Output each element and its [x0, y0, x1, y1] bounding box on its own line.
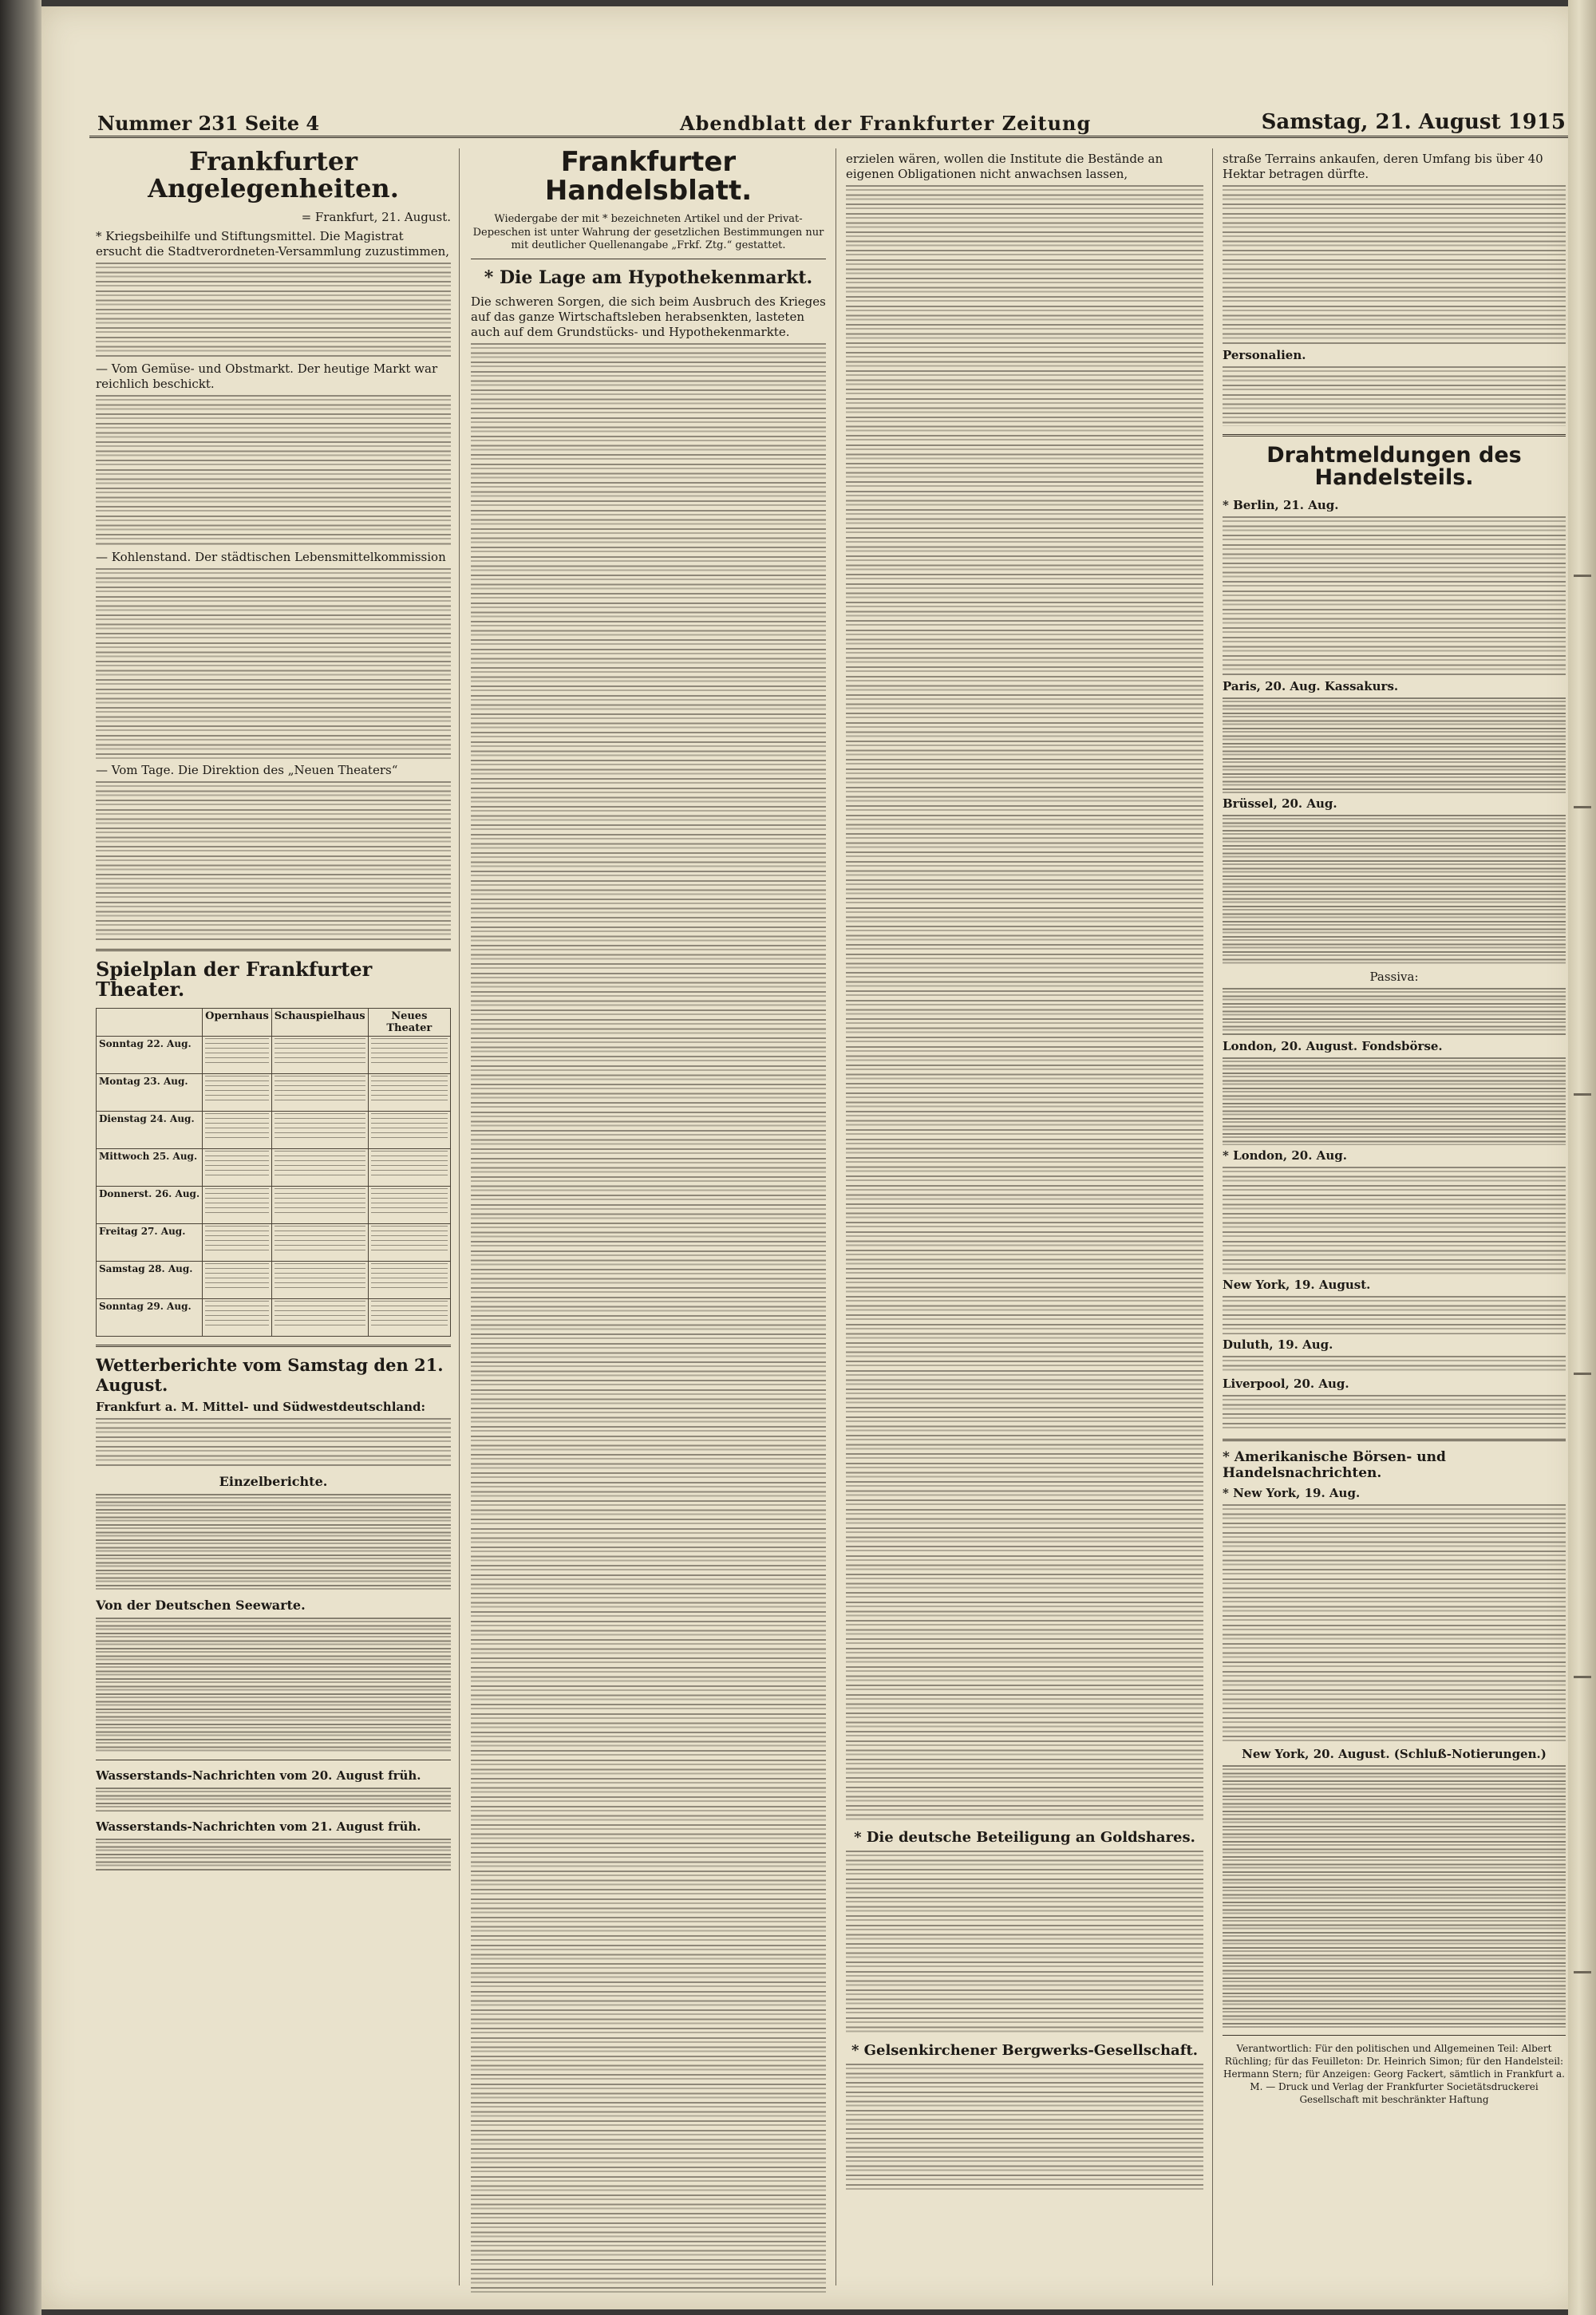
article-lead: Personalien. — [1223, 348, 1306, 362]
column-trade-continued — [846, 148, 1203, 2293]
dispatch-lead: * Berlin, 21. Aug. — [1223, 497, 1339, 512]
article-lead: — Kohlenstand. Der städtischen Lebensmittelkommission — [96, 550, 446, 565]
newspaper-page — [41, 6, 1580, 2309]
article-title: * Amerikanische Börsen- und Handelsnachrichten. — [1223, 1448, 1446, 1481]
article-text — [1223, 1167, 1566, 1274]
column-wire-reports — [1223, 148, 1566, 2293]
article-text — [1223, 366, 1566, 426]
weather-table — [96, 1494, 451, 1590]
article-text — [1223, 516, 1566, 676]
divider — [1223, 434, 1566, 437]
article-title: * Die deutsche Beteiligung an Goldshares. — [854, 1829, 1195, 1846]
article-text — [846, 1851, 1203, 2034]
weather-region: Frankfurt a. M. Mittel- und Südwestdeutschland: — [96, 1399, 426, 1414]
dispatch-lead: New York, 19. August. — [1223, 1277, 1371, 1292]
article-title: * Die Lage am Hypothekenmarkt. — [484, 267, 813, 289]
article-text — [96, 568, 451, 760]
table-row: Montag 23. Aug. — [97, 1073, 451, 1111]
article-lead: erzielen wären, wollen die Institute die Bestände an eigenen Obligationen nicht anwachsen lassen, — [846, 152, 1163, 181]
article-text — [1223, 1504, 1566, 1744]
price-table — [1223, 697, 1566, 793]
newspaper-title: Abendblatt der Frankfurter Zeitung — [680, 112, 1092, 135]
table-header — [97, 1008, 203, 1036]
table-row: Mittwoch 25. Aug. — [97, 1148, 451, 1186]
column-rule — [459, 148, 460, 2285]
water-level-table — [96, 1839, 451, 1871]
article-text — [96, 1418, 451, 1466]
dispatch-lead: Duluth, 19. Aug. — [1223, 1337, 1333, 1352]
section-title: Frankfurter Handelsblatt. — [544, 148, 753, 207]
weather-title: Wetterberichte vom Samstag den 21. August. — [96, 1354, 444, 1395]
article-lead: — Vom Gemüse- und Obstmarkt. Der heutige Markt war reichlich beschickt. — [96, 361, 438, 392]
article-text — [846, 185, 1203, 1821]
dispatch-lead: New York, 20. August. (Schluß-Notierungen.) — [1242, 1746, 1547, 1761]
column-rule — [1212, 148, 1213, 2285]
article-lead: * Kriegsbeihilfe und Stiftungsmittel. Die Magistrat ersucht die Stadtverordneten-Versammlung zuzustimmen, — [96, 229, 450, 259]
balance-table — [1223, 815, 1566, 966]
table-header: Neues Theater — [368, 1008, 450, 1036]
article-text — [1223, 1356, 1566, 1373]
table-row: Dienstag 24. Aug. — [97, 1111, 451, 1148]
book-binding — [0, 0, 41, 2315]
column-trade-section — [471, 148, 826, 2293]
dispatch-lead: London, 20. August. Fondsbörse. — [1223, 1038, 1443, 1053]
divider — [1223, 2035, 1566, 2036]
water-level-table — [96, 1788, 451, 1811]
dispatch-lead: Brüssel, 20. Aug. — [1223, 796, 1337, 811]
next-page-edge — [1568, 0, 1596, 2315]
article-text — [846, 2064, 1203, 2191]
water-level-title: Wasserstands-Nachrichten vom 21. August früh. — [96, 1819, 421, 1834]
table-row: Samstag 28. Aug. — [97, 1261, 451, 1298]
masthead — [89, 109, 1574, 138]
divider — [96, 949, 451, 951]
article-text — [471, 343, 826, 2293]
dispatch-lead: Paris, 20. Aug. Kassakurs. — [1223, 678, 1399, 693]
reprint-note: Wiedergabe der mit * bezeichneten Artikel und der Privat-Depeschen ist unter Wahrung der gesetzlichen Bestimmungen nur mit deutlicher Quellenangabe „Frkf. Ztg.“ gestattet. — [472, 213, 824, 251]
divider — [1223, 1439, 1566, 1441]
seewarte-table — [96, 1618, 451, 1753]
balance-subtitle: Passiva: — [1369, 969, 1419, 984]
table-row: Donnerst. 26. Aug. — [97, 1186, 451, 1223]
page-number: Nummer 231 Seite 4 — [97, 112, 320, 135]
weather-detail-title: Einzelberichte. — [219, 1473, 328, 1489]
article-text — [1223, 185, 1566, 345]
dispatch-lead: * New York, 19. Aug. — [1223, 1485, 1361, 1500]
dispatch-lead: * London, 20. Aug. — [1223, 1148, 1347, 1163]
article-text — [96, 395, 451, 547]
balance-table — [1223, 988, 1566, 1036]
table-header: Opernhaus — [203, 1008, 272, 1036]
table-row: Freitag 27. Aug. — [97, 1223, 451, 1261]
article-lead: — Vom Tage. Die Direktion des „Neuen Theaters“ — [96, 763, 398, 778]
theater-title: Spielplan der Frankfurter Theater. — [96, 958, 373, 1001]
imprint: Verantwortlich: Für den politischen und Allgemeinen Teil: Albert Rüchling; für das Feuilleton: Dr. Heinrich Simon; für den Handelsteil: Hermann Stern; für Anzeigen: Georg Fackert, sämtlich in Frankfurt a. M. — Druck und Verlag der Frankfurter Societätsdruckerei Gesellschaft mit beschränkter Haftung — [1223, 2042, 1565, 2105]
section-title: Frankfurter Angelegenheiten. — [148, 148, 399, 203]
article-title: * Gelsenkirchener Bergwerks-Gesellschaft. — [851, 2042, 1199, 2059]
article-lead: Die schweren Sorgen, die sich beim Ausbruch des Krieges auf das ganze Wirtschaftsleben herabsenkten, lasteten auch auf dem Grundstücks- und Hypothekenmarkte. — [471, 294, 826, 340]
table-header: Schauspielhaus — [271, 1008, 368, 1036]
article-lead: straße Terrains ankaufen, deren Umfang bis über 40 Hektar betragen dürfte. — [1223, 152, 1543, 181]
article-text — [1223, 1395, 1566, 1431]
water-level-title: Wasserstands-Nachrichten vom 20. August früh. — [96, 1768, 421, 1783]
section-title: Drahtmeldungen des Handelsteils. — [1266, 443, 1522, 491]
price-table — [1223, 1765, 1566, 2029]
article-text — [96, 781, 451, 941]
divider — [96, 1345, 451, 1347]
article-text — [96, 263, 451, 358]
column-local-news — [96, 148, 451, 2293]
article-text — [1223, 1296, 1566, 1334]
dispatch-lead: Liverpool, 20. Aug. — [1223, 1376, 1349, 1391]
theater-schedule-table — [96, 1008, 451, 1337]
issue-date: Samstag, 21. August 1915 — [1261, 110, 1566, 134]
dateline: = Frankfurt, 21. August. — [301, 210, 451, 225]
table-row: Sonntag 22. Aug. — [97, 1036, 451, 1073]
seewarte-title: Von der Deutschen Seewarte. — [96, 1597, 306, 1613]
price-table — [1223, 1057, 1566, 1145]
table-row: Sonntag 29. Aug. — [97, 1298, 451, 1336]
